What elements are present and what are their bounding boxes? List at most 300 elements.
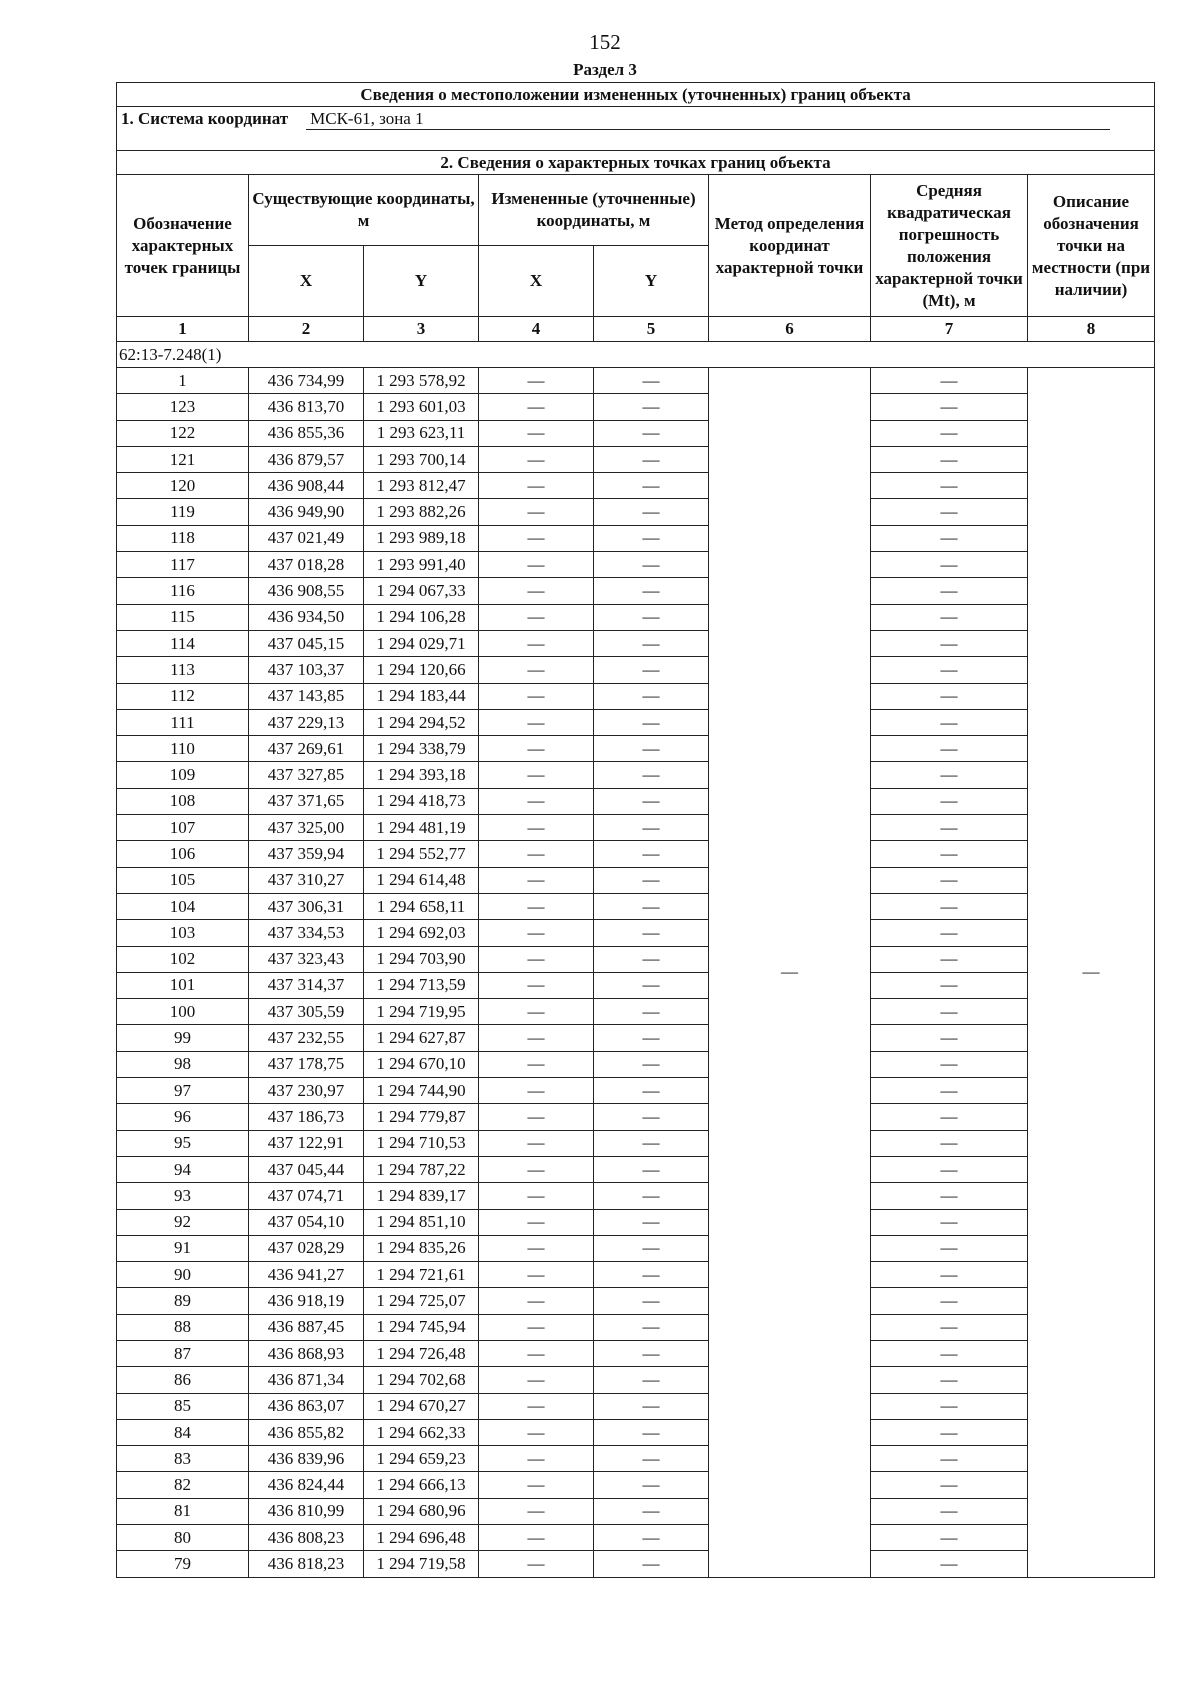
table-row bbox=[117, 368, 1155, 394]
table-row bbox=[117, 1262, 1155, 1288]
point-number: 105 bbox=[117, 867, 249, 893]
table-row bbox=[117, 446, 1155, 472]
mt-error: — bbox=[871, 788, 1028, 814]
table-row bbox=[117, 1393, 1155, 1419]
point-number: 121 bbox=[117, 446, 249, 472]
changed-y: — bbox=[594, 1235, 709, 1261]
existing-y: 1 293 991,40 bbox=[364, 552, 479, 578]
existing-x: 436 868,93 bbox=[249, 1340, 364, 1366]
table-row bbox=[117, 1525, 1155, 1551]
existing-y: 1 294 183,44 bbox=[364, 683, 479, 709]
existing-y: 1 294 726,48 bbox=[364, 1340, 479, 1366]
point-number: 1 bbox=[117, 368, 249, 394]
table-row bbox=[117, 1183, 1155, 1209]
changed-x: — bbox=[479, 946, 594, 972]
existing-y: 1 293 578,92 bbox=[364, 368, 479, 394]
mt-error: — bbox=[871, 1419, 1028, 1445]
changed-x: — bbox=[479, 578, 594, 604]
changed-y: — bbox=[594, 788, 709, 814]
mt-error: — bbox=[871, 630, 1028, 656]
point-number: 81 bbox=[117, 1498, 249, 1524]
mt-error: — bbox=[871, 552, 1028, 578]
header-col8: Описание обозначения точки на местности (при наличии) bbox=[1028, 175, 1155, 317]
existing-y: 1 294 393,18 bbox=[364, 762, 479, 788]
existing-y: 1 294 692,03 bbox=[364, 920, 479, 946]
table-row bbox=[117, 1551, 1155, 1577]
mt-error: — bbox=[871, 604, 1028, 630]
changed-x: — bbox=[479, 1340, 594, 1366]
column-number: 7 bbox=[871, 317, 1028, 342]
changed-x: — bbox=[479, 1156, 594, 1182]
point-number: 109 bbox=[117, 762, 249, 788]
page-number: 152 bbox=[589, 30, 621, 54]
changed-x: — bbox=[479, 788, 594, 814]
changed-x: — bbox=[479, 1419, 594, 1445]
changed-x: — bbox=[479, 420, 594, 446]
mt-error: — bbox=[871, 1288, 1028, 1314]
column-number: 3 bbox=[364, 317, 479, 342]
mt-error: — bbox=[871, 999, 1028, 1025]
changed-y: — bbox=[594, 604, 709, 630]
changed-x: — bbox=[479, 841, 594, 867]
mt-error: — bbox=[871, 815, 1028, 841]
changed-x: — bbox=[479, 394, 594, 420]
existing-y: 1 294 851,10 bbox=[364, 1209, 479, 1235]
existing-y: 1 294 670,10 bbox=[364, 1051, 479, 1077]
existing-x: 436 808,23 bbox=[249, 1525, 364, 1551]
table-row bbox=[117, 1130, 1155, 1156]
table-row bbox=[117, 420, 1155, 446]
mt-error: — bbox=[871, 1209, 1028, 1235]
changed-x: — bbox=[479, 604, 594, 630]
header-existing-coords: Существующие координаты, м bbox=[249, 175, 479, 246]
changed-y: — bbox=[594, 1419, 709, 1445]
point-number: 90 bbox=[117, 1262, 249, 1288]
existing-x: 437 334,53 bbox=[249, 920, 364, 946]
table-row bbox=[117, 762, 1155, 788]
changed-y: — bbox=[594, 1446, 709, 1472]
point-number: 97 bbox=[117, 1078, 249, 1104]
mt-error: — bbox=[871, 446, 1028, 472]
existing-y: 1 294 719,58 bbox=[364, 1551, 479, 1577]
mt-error: — bbox=[871, 1340, 1028, 1366]
point-number: 120 bbox=[117, 473, 249, 499]
existing-x: 436 887,45 bbox=[249, 1314, 364, 1340]
existing-y: 1 294 627,87 bbox=[364, 1025, 479, 1051]
existing-x: 436 839,96 bbox=[249, 1446, 364, 1472]
column-number: 4 bbox=[479, 317, 594, 342]
table-row bbox=[117, 1078, 1155, 1104]
existing-x: 437 269,61 bbox=[249, 736, 364, 762]
mt-error: — bbox=[871, 1314, 1028, 1340]
table-row bbox=[117, 1419, 1155, 1445]
table-row bbox=[117, 1288, 1155, 1314]
coord-system-value: МСК-61, зона 1 bbox=[306, 109, 1110, 130]
changed-x: — bbox=[479, 893, 594, 919]
changed-x: — bbox=[479, 1235, 594, 1261]
point-number: 104 bbox=[117, 893, 249, 919]
table-row bbox=[117, 683, 1155, 709]
existing-x: 437 028,29 bbox=[249, 1235, 364, 1261]
table-row bbox=[117, 578, 1155, 604]
point-number: 103 bbox=[117, 920, 249, 946]
table-row bbox=[117, 630, 1155, 656]
changed-y: — bbox=[594, 1551, 709, 1577]
table-row bbox=[117, 1025, 1155, 1051]
boundary-points-table bbox=[116, 82, 1155, 1578]
existing-x: 437 045,15 bbox=[249, 630, 364, 656]
existing-x: 437 122,91 bbox=[249, 1130, 364, 1156]
existing-x: 437 371,65 bbox=[249, 788, 364, 814]
point-number: 87 bbox=[117, 1340, 249, 1366]
point-number: 86 bbox=[117, 1367, 249, 1393]
point-number: 110 bbox=[117, 736, 249, 762]
existing-x: 436 824,44 bbox=[249, 1472, 364, 1498]
existing-x: 436 871,34 bbox=[249, 1367, 364, 1393]
changed-x: — bbox=[479, 1209, 594, 1235]
point-number: 89 bbox=[117, 1288, 249, 1314]
mt-error: — bbox=[871, 1551, 1028, 1577]
table-title: Сведения о местоположении измененных (уточненных) границ объекта bbox=[117, 83, 1155, 107]
changed-x: — bbox=[479, 1025, 594, 1051]
point-number: 101 bbox=[117, 972, 249, 998]
table-row bbox=[117, 473, 1155, 499]
existing-x: 437 103,37 bbox=[249, 657, 364, 683]
changed-y: — bbox=[594, 815, 709, 841]
changed-y: — bbox=[594, 1525, 709, 1551]
changed-x: — bbox=[479, 736, 594, 762]
changed-y: — bbox=[594, 1314, 709, 1340]
table-row bbox=[117, 972, 1155, 998]
changed-y: — bbox=[594, 1025, 709, 1051]
changed-y: — bbox=[594, 499, 709, 525]
parcel-id: 62:13-7.248(1) bbox=[117, 342, 1155, 368]
existing-y: 1 294 710,53 bbox=[364, 1130, 479, 1156]
table-row bbox=[117, 841, 1155, 867]
coord-system-label: 1. Система координат bbox=[121, 109, 289, 128]
changed-y: — bbox=[594, 1340, 709, 1366]
header-changed-x: X bbox=[479, 246, 594, 317]
point-number: 123 bbox=[117, 394, 249, 420]
point-number: 80 bbox=[117, 1525, 249, 1551]
changed-x: — bbox=[479, 473, 594, 499]
point-number: 106 bbox=[117, 841, 249, 867]
mt-error: — bbox=[871, 1446, 1028, 1472]
table-row bbox=[117, 604, 1155, 630]
existing-x: 436 813,70 bbox=[249, 394, 364, 420]
changed-y: — bbox=[594, 683, 709, 709]
point-number: 91 bbox=[117, 1235, 249, 1261]
existing-y: 1 294 721,61 bbox=[364, 1262, 479, 1288]
point-number: 115 bbox=[117, 604, 249, 630]
point-number: 83 bbox=[117, 1446, 249, 1472]
changed-x: — bbox=[479, 1104, 594, 1130]
existing-x: 436 949,90 bbox=[249, 499, 364, 525]
existing-x: 437 232,55 bbox=[249, 1025, 364, 1051]
existing-x: 436 879,57 bbox=[249, 446, 364, 472]
column-number: 5 bbox=[594, 317, 709, 342]
changed-y: — bbox=[594, 1262, 709, 1288]
header-col1: Обозначение характерных точек границы bbox=[117, 175, 249, 317]
changed-y: — bbox=[594, 946, 709, 972]
point-number: 93 bbox=[117, 1183, 249, 1209]
point-number: 98 bbox=[117, 1051, 249, 1077]
existing-y: 1 294 338,79 bbox=[364, 736, 479, 762]
existing-y: 1 294 719,95 bbox=[364, 999, 479, 1025]
changed-x: — bbox=[479, 1130, 594, 1156]
point-number: 112 bbox=[117, 683, 249, 709]
point-number: 119 bbox=[117, 499, 249, 525]
existing-y: 1 294 702,68 bbox=[364, 1367, 479, 1393]
existing-x: 437 045,44 bbox=[249, 1156, 364, 1182]
point-number: 107 bbox=[117, 815, 249, 841]
existing-x: 437 314,37 bbox=[249, 972, 364, 998]
changed-y: — bbox=[594, 473, 709, 499]
changed-x: — bbox=[479, 552, 594, 578]
existing-x: 436 855,82 bbox=[249, 1419, 364, 1445]
point-number: 99 bbox=[117, 1025, 249, 1051]
existing-x: 436 934,50 bbox=[249, 604, 364, 630]
table-row bbox=[117, 920, 1155, 946]
changed-y: — bbox=[594, 709, 709, 735]
table-row bbox=[117, 867, 1155, 893]
point-number: 108 bbox=[117, 788, 249, 814]
existing-x: 437 018,28 bbox=[249, 552, 364, 578]
existing-y: 1 294 294,52 bbox=[364, 709, 479, 735]
changed-y: — bbox=[594, 1078, 709, 1104]
changed-y: — bbox=[594, 657, 709, 683]
table-row bbox=[117, 499, 1155, 525]
existing-x: 437 327,85 bbox=[249, 762, 364, 788]
existing-y: 1 294 659,23 bbox=[364, 1446, 479, 1472]
existing-x: 437 325,00 bbox=[249, 815, 364, 841]
changed-y: — bbox=[594, 525, 709, 551]
existing-y: 1 294 481,19 bbox=[364, 815, 479, 841]
mt-error: — bbox=[871, 499, 1028, 525]
table-row bbox=[117, 788, 1155, 814]
changed-y: — bbox=[594, 1051, 709, 1077]
header-col6: Метод определения координат характерной точки bbox=[709, 175, 871, 317]
column-number: 8 bbox=[1028, 317, 1155, 342]
table-row bbox=[117, 1472, 1155, 1498]
existing-x: 436 908,55 bbox=[249, 578, 364, 604]
point-number: 84 bbox=[117, 1419, 249, 1445]
changed-y: — bbox=[594, 1104, 709, 1130]
table-row bbox=[117, 999, 1155, 1025]
changed-y: — bbox=[594, 1498, 709, 1524]
existing-x: 436 818,23 bbox=[249, 1551, 364, 1577]
changed-y: — bbox=[594, 394, 709, 420]
mt-error: — bbox=[871, 867, 1028, 893]
changed-x: — bbox=[479, 525, 594, 551]
point-number: 117 bbox=[117, 552, 249, 578]
header-col7: Средняя квадратическая погрешность положения характерной точки (Mt), м bbox=[871, 175, 1028, 317]
existing-x: 437 186,73 bbox=[249, 1104, 364, 1130]
changed-x: — bbox=[479, 1446, 594, 1472]
coord-system-row bbox=[117, 107, 1155, 151]
table-row bbox=[117, 893, 1155, 919]
existing-x: 436 810,99 bbox=[249, 1498, 364, 1524]
existing-x: 437 054,10 bbox=[249, 1209, 364, 1235]
mt-error: — bbox=[871, 368, 1028, 394]
existing-x: 437 230,97 bbox=[249, 1078, 364, 1104]
existing-y: 1 294 680,96 bbox=[364, 1498, 479, 1524]
mt-error: — bbox=[871, 578, 1028, 604]
changed-y: — bbox=[594, 446, 709, 472]
changed-x: — bbox=[479, 709, 594, 735]
mt-error: — bbox=[871, 394, 1028, 420]
changed-y: — bbox=[594, 762, 709, 788]
changed-x: — bbox=[479, 683, 594, 709]
mt-error: — bbox=[871, 736, 1028, 762]
changed-x: — bbox=[479, 1551, 594, 1577]
point-number: 82 bbox=[117, 1472, 249, 1498]
changed-x: — bbox=[479, 1367, 594, 1393]
existing-y: 1 294 703,90 bbox=[364, 946, 479, 972]
changed-y: — bbox=[594, 893, 709, 919]
changed-x: — bbox=[479, 1051, 594, 1077]
mt-error: — bbox=[871, 893, 1028, 919]
changed-x: — bbox=[479, 762, 594, 788]
point-number: 116 bbox=[117, 578, 249, 604]
existing-x: 437 178,75 bbox=[249, 1051, 364, 1077]
existing-y: 1 294 744,90 bbox=[364, 1078, 479, 1104]
existing-x: 437 021,49 bbox=[249, 525, 364, 551]
point-number: 122 bbox=[117, 420, 249, 446]
description-cell: — bbox=[1028, 368, 1155, 1578]
table-row bbox=[117, 1340, 1155, 1366]
point-number: 94 bbox=[117, 1156, 249, 1182]
existing-x: 436 734,99 bbox=[249, 368, 364, 394]
table-row bbox=[117, 552, 1155, 578]
changed-x: — bbox=[479, 1498, 594, 1524]
header-existing-y: Y bbox=[364, 246, 479, 317]
changed-y: — bbox=[594, 368, 709, 394]
existing-y: 1 294 106,28 bbox=[364, 604, 479, 630]
table-row bbox=[117, 394, 1155, 420]
table-row bbox=[117, 946, 1155, 972]
changed-x: — bbox=[479, 1393, 594, 1419]
changed-x: — bbox=[479, 1525, 594, 1551]
existing-y: 1 293 623,11 bbox=[364, 420, 479, 446]
mt-error: — bbox=[871, 1183, 1028, 1209]
point-number: 96 bbox=[117, 1104, 249, 1130]
changed-y: — bbox=[594, 630, 709, 656]
mt-error: — bbox=[871, 683, 1028, 709]
changed-x: — bbox=[479, 999, 594, 1025]
changed-y: — bbox=[594, 920, 709, 946]
mt-error: — bbox=[871, 1393, 1028, 1419]
mt-error: — bbox=[871, 1498, 1028, 1524]
existing-y: 1 294 725,07 bbox=[364, 1288, 479, 1314]
mt-error: — bbox=[871, 920, 1028, 946]
header-changed-y: Y bbox=[594, 246, 709, 317]
changed-x: — bbox=[479, 1288, 594, 1314]
table-row bbox=[117, 1367, 1155, 1393]
existing-y: 1 294 713,59 bbox=[364, 972, 479, 998]
mt-error: — bbox=[871, 657, 1028, 683]
existing-x: 437 229,13 bbox=[249, 709, 364, 735]
changed-y: — bbox=[594, 1156, 709, 1182]
mt-error: — bbox=[871, 1078, 1028, 1104]
mt-error: — bbox=[871, 1472, 1028, 1498]
mt-error: — bbox=[871, 1525, 1028, 1551]
existing-y: 1 294 067,33 bbox=[364, 578, 479, 604]
point-number: 111 bbox=[117, 709, 249, 735]
existing-x: 437 310,27 bbox=[249, 867, 364, 893]
changed-x: — bbox=[479, 920, 594, 946]
changed-x: — bbox=[479, 657, 594, 683]
table-row bbox=[117, 736, 1155, 762]
point-number: 102 bbox=[117, 946, 249, 972]
mt-error: — bbox=[871, 473, 1028, 499]
existing-y: 1 294 658,11 bbox=[364, 893, 479, 919]
existing-x: 436 941,27 bbox=[249, 1262, 364, 1288]
changed-x: — bbox=[479, 1078, 594, 1104]
point-number: 100 bbox=[117, 999, 249, 1025]
changed-x: — bbox=[479, 1314, 594, 1340]
existing-y: 1 294 779,87 bbox=[364, 1104, 479, 1130]
mt-error: — bbox=[871, 1104, 1028, 1130]
mt-error: — bbox=[871, 420, 1028, 446]
point-number: 113 bbox=[117, 657, 249, 683]
existing-x: 436 908,44 bbox=[249, 473, 364, 499]
table-row bbox=[117, 1104, 1155, 1130]
existing-y: 1 293 989,18 bbox=[364, 525, 479, 551]
section-title: Раздел 3 bbox=[573, 60, 637, 79]
mt-error: — bbox=[871, 972, 1028, 998]
changed-x: — bbox=[479, 815, 594, 841]
existing-x: 437 359,94 bbox=[249, 841, 364, 867]
point-number: 118 bbox=[117, 525, 249, 551]
changed-x: — bbox=[479, 446, 594, 472]
existing-y: 1 294 552,77 bbox=[364, 841, 479, 867]
existing-x: 437 074,71 bbox=[249, 1183, 364, 1209]
mt-error: — bbox=[871, 1130, 1028, 1156]
changed-x: — bbox=[479, 368, 594, 394]
existing-y: 1 294 029,71 bbox=[364, 630, 479, 656]
points-title: 2. Сведения о характерных точках границ объекта bbox=[117, 151, 1155, 175]
changed-y: — bbox=[594, 736, 709, 762]
changed-x: — bbox=[479, 499, 594, 525]
point-number: 114 bbox=[117, 630, 249, 656]
changed-y: — bbox=[594, 1288, 709, 1314]
mt-error: — bbox=[871, 1051, 1028, 1077]
changed-y: — bbox=[594, 1183, 709, 1209]
table-row bbox=[117, 1235, 1155, 1261]
changed-y: — bbox=[594, 1130, 709, 1156]
changed-x: — bbox=[479, 867, 594, 893]
existing-y: 1 294 839,17 bbox=[364, 1183, 479, 1209]
changed-y: — bbox=[594, 578, 709, 604]
header-existing-x: X bbox=[249, 246, 364, 317]
existing-x: 437 305,59 bbox=[249, 999, 364, 1025]
changed-x: — bbox=[479, 1183, 594, 1209]
changed-y: — bbox=[594, 867, 709, 893]
table-row bbox=[117, 1156, 1155, 1182]
existing-y: 1 294 835,26 bbox=[364, 1235, 479, 1261]
existing-x: 437 143,85 bbox=[249, 683, 364, 709]
existing-y: 1 293 700,14 bbox=[364, 446, 479, 472]
column-number: 2 bbox=[249, 317, 364, 342]
point-number: 95 bbox=[117, 1130, 249, 1156]
table-row bbox=[117, 1498, 1155, 1524]
mt-error: — bbox=[871, 1262, 1028, 1288]
existing-x: 436 918,19 bbox=[249, 1288, 364, 1314]
changed-y: — bbox=[594, 999, 709, 1025]
header-changed-coords: Измененные (уточненные) координаты, м bbox=[479, 175, 709, 246]
table-row bbox=[117, 657, 1155, 683]
